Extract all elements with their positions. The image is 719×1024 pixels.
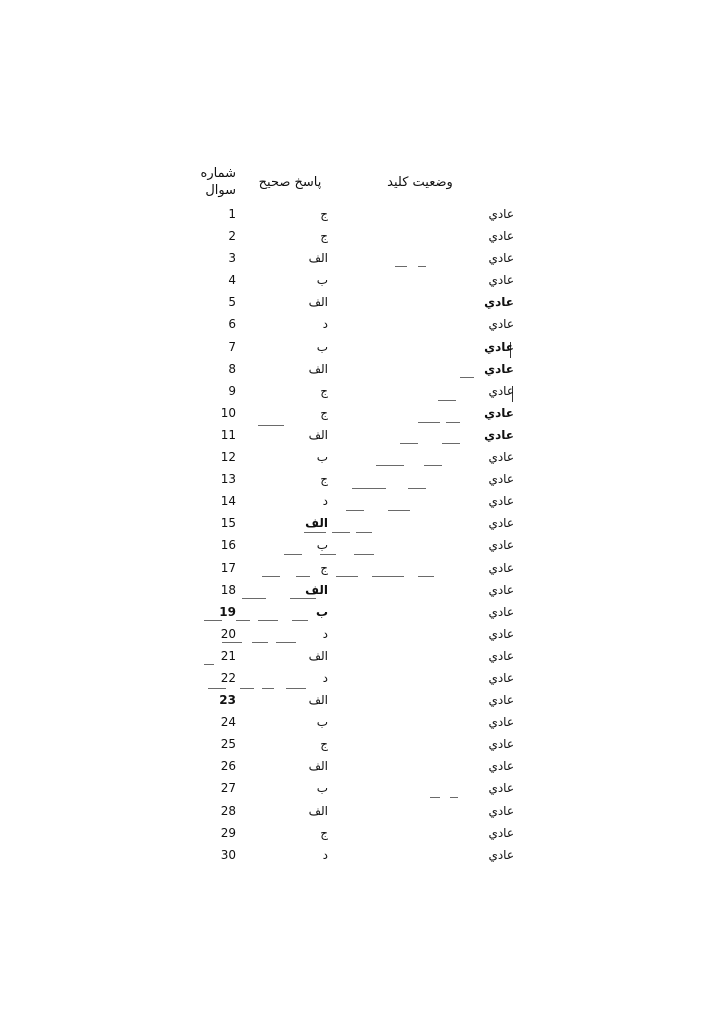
table-row bbox=[0, 690, 719, 712]
key-status: عادي bbox=[488, 538, 514, 553]
header-question-number: شماره سوال bbox=[200, 166, 236, 198]
correct-answer: الف bbox=[308, 648, 328, 663]
question-number: 22 bbox=[220, 670, 236, 685]
question-number: 27 bbox=[220, 781, 236, 796]
question-number: 21 bbox=[220, 648, 236, 663]
table-row bbox=[0, 823, 719, 845]
question-number: 28 bbox=[220, 803, 236, 818]
table-row bbox=[0, 403, 719, 425]
question-number: 20 bbox=[220, 626, 236, 641]
table-row bbox=[0, 359, 719, 381]
key-status: عادي bbox=[484, 405, 514, 420]
question-number: 2 bbox=[228, 229, 236, 244]
key-status: عادي bbox=[488, 604, 514, 619]
correct-answer: ب bbox=[316, 273, 328, 288]
key-status: عادي bbox=[488, 825, 514, 840]
key-status: عادي bbox=[488, 560, 514, 575]
table-row bbox=[0, 845, 719, 867]
correct-answer: الف bbox=[308, 251, 328, 266]
key-status: عادي bbox=[484, 295, 514, 310]
question-number: 12 bbox=[220, 450, 236, 465]
key-status: عادي bbox=[484, 427, 514, 442]
key-status: عادي bbox=[488, 626, 514, 641]
table-row bbox=[0, 580, 719, 602]
correct-answer: ج bbox=[320, 383, 328, 398]
question-number: 14 bbox=[220, 494, 236, 509]
correct-answer: الف bbox=[308, 361, 328, 376]
correct-answer: د bbox=[322, 317, 328, 332]
correct-answer: ب bbox=[316, 715, 328, 730]
key-status: عادي bbox=[488, 472, 514, 487]
table-row bbox=[0, 712, 719, 734]
correct-answer: د bbox=[322, 847, 328, 862]
correct-answer: الف bbox=[308, 693, 328, 708]
question-number: 10 bbox=[220, 405, 236, 420]
question-number: 26 bbox=[220, 759, 236, 774]
key-status: عادي bbox=[488, 759, 514, 774]
correct-answer: الف bbox=[308, 803, 328, 818]
key-status: عادي bbox=[488, 516, 514, 531]
correct-answer: ب bbox=[316, 450, 328, 465]
correct-answer: د bbox=[322, 670, 328, 685]
question-number: 6 bbox=[228, 317, 236, 332]
question-number: 9 bbox=[228, 383, 236, 398]
question-number: 1 bbox=[228, 207, 236, 221]
key-status: عادي bbox=[488, 251, 514, 266]
correct-answer: الف bbox=[308, 427, 328, 442]
key-status: عادي bbox=[488, 582, 514, 597]
key-status: عادي bbox=[488, 693, 514, 708]
table-row bbox=[0, 513, 719, 535]
correct-answer: ب bbox=[316, 781, 328, 796]
key-status: عادي bbox=[488, 670, 514, 685]
correct-answer: ج bbox=[320, 737, 328, 752]
table-row bbox=[0, 337, 719, 359]
question-number: 29 bbox=[220, 825, 236, 840]
key-status: عادي bbox=[484, 339, 514, 354]
table-row bbox=[0, 425, 719, 447]
question-number: 16 bbox=[220, 538, 236, 553]
key-status: عادي bbox=[488, 648, 514, 663]
table-row bbox=[0, 226, 719, 248]
question-number: 23 bbox=[219, 693, 236, 708]
question-number: 13 bbox=[220, 472, 236, 487]
question-number: 19 bbox=[219, 604, 236, 619]
key-status: عادي bbox=[488, 494, 514, 509]
question-number: 30 bbox=[220, 847, 236, 862]
table-row bbox=[0, 204, 719, 226]
correct-answer: ج bbox=[320, 825, 328, 840]
correct-answer: الف bbox=[308, 295, 328, 310]
table-row bbox=[0, 270, 719, 292]
table-row bbox=[0, 624, 719, 646]
correct-answer: د bbox=[322, 626, 328, 641]
table-row bbox=[0, 381, 719, 403]
header-correct-answer: پاسخ صحیح bbox=[258, 175, 322, 190]
correct-answer: الف bbox=[308, 759, 328, 774]
key-status: عادي bbox=[488, 383, 514, 398]
table-row bbox=[0, 734, 719, 756]
table-row bbox=[0, 535, 719, 557]
correct-answer: ب bbox=[315, 604, 328, 619]
table-row bbox=[0, 778, 719, 800]
question-number: 15 bbox=[220, 516, 236, 531]
table-row bbox=[0, 602, 719, 624]
header-key-status: وضعیت کلید bbox=[387, 175, 453, 190]
question-number: 11 bbox=[220, 427, 236, 442]
correct-answer: ج bbox=[320, 229, 328, 244]
question-number: 18 bbox=[220, 582, 236, 597]
key-status: عادي bbox=[488, 781, 514, 796]
key-status: عادي bbox=[488, 803, 514, 818]
correct-answer: الف bbox=[305, 516, 328, 531]
question-number: 3 bbox=[228, 251, 236, 266]
key-status: عادي bbox=[484, 361, 514, 376]
correct-answer: ب bbox=[316, 339, 328, 354]
question-number: 5 bbox=[228, 295, 236, 310]
question-number: 7 bbox=[228, 339, 236, 354]
table-row bbox=[0, 668, 719, 690]
key-status: عادي bbox=[488, 207, 514, 221]
key-status: عادي bbox=[488, 273, 514, 288]
question-number: 8 bbox=[228, 361, 236, 376]
table-row bbox=[0, 292, 719, 314]
correct-answer: الف bbox=[305, 582, 328, 597]
question-number: 24 bbox=[220, 715, 236, 730]
question-number: 17 bbox=[220, 560, 236, 575]
table-row bbox=[0, 447, 719, 469]
table-row bbox=[0, 801, 719, 823]
key-status: عادي bbox=[488, 737, 514, 752]
table-row bbox=[0, 469, 719, 491]
question-number: 25 bbox=[220, 737, 236, 752]
answer-key-table bbox=[0, 204, 719, 867]
key-status: عادي bbox=[488, 317, 514, 332]
correct-answer: ج bbox=[320, 472, 328, 487]
key-status: عادي bbox=[488, 450, 514, 465]
table-row bbox=[0, 248, 719, 270]
key-status: عادي bbox=[488, 229, 514, 244]
correct-answer: ج bbox=[320, 560, 328, 575]
correct-answer: ج bbox=[320, 405, 328, 420]
table-row bbox=[0, 558, 719, 580]
correct-answer: ب bbox=[316, 538, 328, 553]
table-row bbox=[0, 756, 719, 778]
question-number: 4 bbox=[228, 273, 236, 288]
key-status: عادي bbox=[488, 847, 514, 862]
key-status: عادي bbox=[488, 715, 514, 730]
table-row bbox=[0, 314, 719, 336]
correct-answer: ج bbox=[320, 207, 328, 221]
correct-answer: د bbox=[322, 494, 328, 509]
table-row bbox=[0, 646, 719, 668]
table-row bbox=[0, 491, 719, 513]
